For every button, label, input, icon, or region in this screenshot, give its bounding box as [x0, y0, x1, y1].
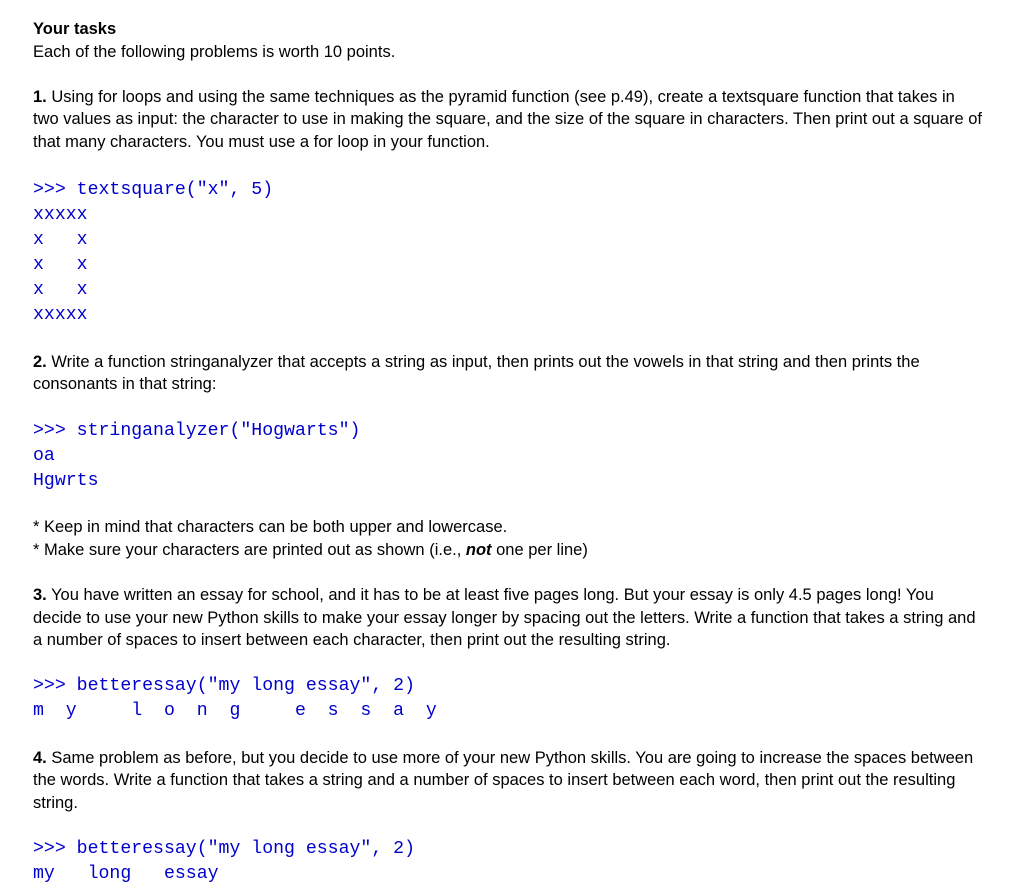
code-line: >>> betteressay("my long essay", 2): [33, 676, 415, 697]
problem-3: [33, 584, 983, 724]
problem-description: Write a function stringanalyzer that accepts a string as input, then prints out the vowels in that string and then prints the consonants in that string:: [33, 352, 920, 394]
code-line: my long essay: [33, 864, 219, 885]
code-example-1: [33, 178, 983, 328]
code-line: xxxxx: [33, 305, 88, 326]
problem-description: You have written an essay for school, and it has to be at least five pages long. But your essay is only 4.5 pages long! You decide to use your new Python skills to make your essay longer by spacing out the letters. Write a function that takes a string and a number of spaces to insert between each character, then print out the resulting string.: [33, 585, 976, 650]
problem-2: [33, 351, 983, 562]
note-format: [33, 539, 983, 562]
problem-3-text: [33, 584, 983, 652]
problem-number: 1.: [33, 87, 47, 106]
code-line: x x: [33, 230, 88, 251]
code-line: xxxxx: [33, 205, 88, 226]
problem-number: 3.: [33, 585, 47, 604]
code-example-3: [33, 674, 983, 724]
intro-text: Each of the following problems is worth 10 points.: [33, 42, 396, 61]
code-line: m y l o n g e s s a y: [33, 701, 437, 722]
problem-1-text: [33, 86, 983, 154]
code-line: Hgwrts: [33, 470, 99, 491]
problem-4: [33, 747, 983, 887]
code-line: >>> stringanalyzer("Hogwarts"): [33, 420, 361, 441]
note-emphasis: not: [465, 540, 492, 559]
page-title: Your tasks: [33, 20, 117, 38]
problem-description: Using for loops and using the same techniques as the pyramid function (see p.49), create a textsquare function that takes in two values as input: the character to use in making the square, and the size of the square in characters. Then print out a square of that many characters. You must use a for loop in your function.: [33, 87, 982, 151]
problem-1: [33, 86, 983, 328]
note-text: one per line): [491, 540, 588, 559]
problem-4-text: [33, 747, 983, 815]
problem-number: 4.: [33, 748, 47, 767]
code-line: >>> textsquare("x", 5): [33, 180, 274, 201]
problem-2-text: [33, 351, 983, 396]
code-example-4: [33, 837, 983, 887]
code-line: x x: [33, 280, 88, 301]
document: [33, 18, 983, 887]
problem-description: Same problem as before, but you decide to use more of your new Python skills. You are going to increase the spaces between the words. Write a function that takes a string and a number of spaces to insert between each word, then print out the resulting string.: [33, 748, 974, 813]
note-text: * Make sure your characters are printed out as shown (i.e.,: [33, 540, 466, 559]
code-line: oa: [33, 445, 55, 466]
problem-number: 2.: [33, 352, 47, 371]
code-line: >>> betteressay("my long essay", 2): [33, 839, 415, 860]
code-line: x x: [33, 255, 88, 276]
code-example-2: [33, 419, 983, 494]
note-case: * Keep in mind that characters can be both upper and lowercase.: [33, 518, 508, 537]
